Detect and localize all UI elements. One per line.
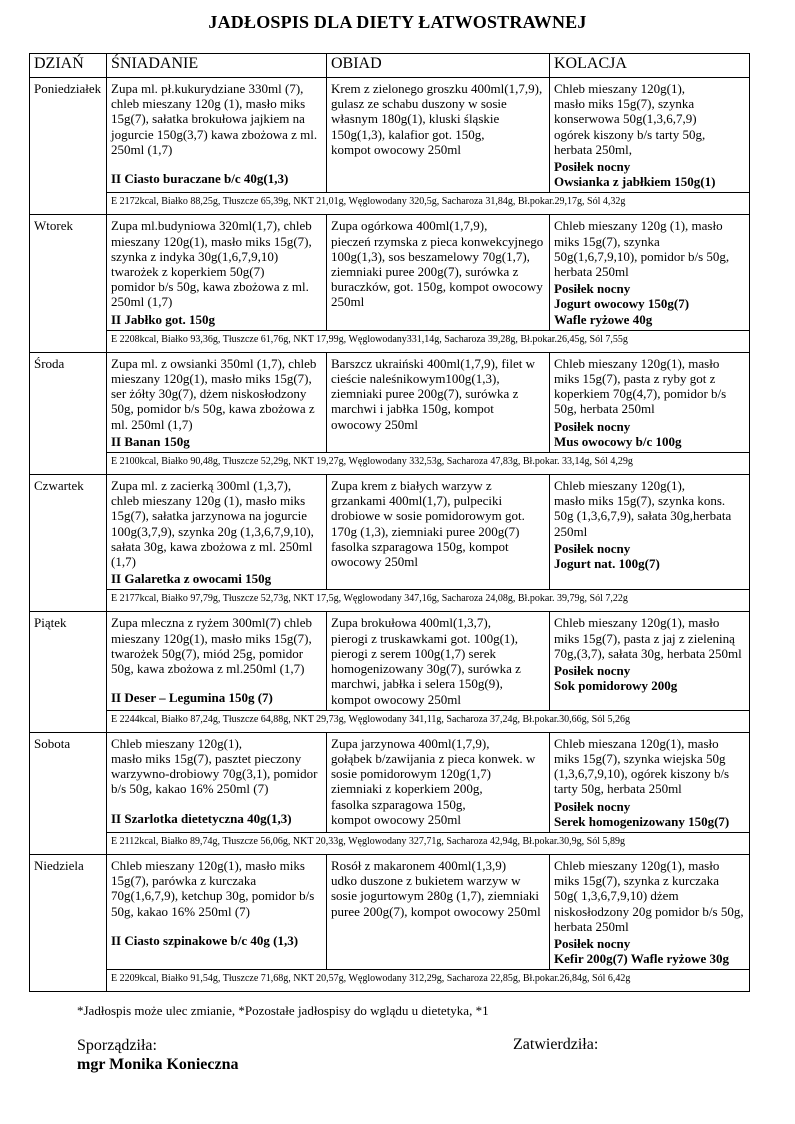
breakfast-cell-snack: II Ciasto buraczane b/c 40g(1,3) [111, 171, 289, 187]
day-row [30, 612, 750, 710]
nutrition-summary: E 2177kcal, Białko 97,79g, Tłuszcze 52,73g, NKT 17,5g, Węglowodany 347,16g, Sacharoza 24,08g, Bł.pokar. 39,79g, Sól 7,22g [107, 590, 750, 612]
day-row [30, 854, 750, 969]
nutrition-summary: E 2209kcal, Białko 91,54g, Tłuszcze 71,68g, NKT 20,57g, Węglowodany 312,29g, Sacharoza 22,85g, Bł.pokar.26,84g, Sól 6,42g [107, 970, 750, 992]
breakfast-cell [107, 475, 327, 590]
dinner-cell [550, 352, 750, 452]
prepared-name: mgr Monika Konieczna [77, 1056, 239, 1073]
day-row [30, 352, 750, 452]
breakfast-cell [107, 732, 327, 832]
lunch-cell [327, 215, 550, 330]
header-row [30, 54, 750, 78]
breakfast-cell-text: Zupa ml. z owsianki 350ml (1,7), chleb mieszany 120g(1), masło miks 15g(7), ser żółty 30g(7), dżem niskosłodzony 50g, pomidor b/s 50g, kawa zbożowa z ml. 250ml (1,7) [111, 355, 317, 432]
dinner-cell-text: Chleb mieszana 120g(1), masło miks 15g(7), szynka wiejska 50g (1,3,6,7,9,10), ogórek kiszony b/s tarty 50g, herbata 250ml [554, 735, 730, 797]
day-name: Poniedziałek [30, 78, 107, 215]
breakfast-cell [107, 78, 327, 193]
lunch-cell [327, 78, 550, 193]
nutrition-row [30, 832, 750, 854]
nutrition-row [30, 330, 750, 352]
dinner-cell-snack: Posiłek nocny Owsianka z jabłkiem 150g(1) [554, 159, 716, 190]
day-name: Sobota [30, 732, 107, 854]
dinner-cell [550, 475, 750, 590]
dinner-cell [550, 854, 750, 969]
dinner-cell [550, 732, 750, 832]
nutrition-row [30, 453, 750, 475]
day-row [30, 78, 750, 193]
spacer [111, 157, 322, 169]
approved-label: Zatwierdziła: [513, 1036, 599, 1053]
header-breakfast: ŚNIADANIE [107, 54, 327, 78]
lunch-cell [327, 612, 550, 710]
breakfast-cell-snack: II Galaretka z owocami 150g [111, 571, 272, 587]
breakfast-cell-text: Zupa ml.budyniowa 320ml(1,7), chleb mieszany 120g(1), masło miks 15g(7), szynka z indyka 30g(1,6,7,9,10) twarożek z koperkiem 50g(7) pomidor b/s 50g, kawa zbożowa z ml. 250ml (1,7) [111, 218, 312, 310]
header-day: DZIAŃ [30, 54, 107, 78]
day-row [30, 732, 750, 832]
breakfast-cell-text: Zupa ml. pł.kukurydziane 330ml (7), chleb mieszany 120g (1), masło miks 15g(7), sałatka brokułowa jajkiem na jogurcie 150g(3,7) kawa zbożowa z ml. 250ml (1,7) [111, 81, 318, 157]
breakfast-cell-text: Chleb mieszany 120g(1), masło miks 15g(7), pasztet pieczony warzywno-drobiowy 70g(3,1), pomidor b/s 50g, kakao 16% 250ml (7) [111, 735, 318, 797]
lunch-cell-text: Zupa brokułowa 400ml(1,3,7), pierogi z truskawkami got. 100g(1), pierogi z serem 100g(1,7) serek homogenizowany 30g(7), surówka z marchwi, jabłka i selera 150g(9), kompot owocowy 250ml [331, 615, 521, 707]
dinner-cell-snack: Posiłek nocny Jogurt nat. 100g(7) [554, 540, 660, 572]
day-name: Wtorek [30, 215, 107, 352]
nutrition-summary: E 2244kcal, Białko 87,24g, Tłuszcze 64,88g, NKT 29,73g, Węglowodany 341,11g, Sacharoza 37,24g, Bł.pokar.30,66g, Sól 5,26g [107, 710, 750, 732]
breakfast-cell-snack: II Jabłko got. 150g [111, 311, 216, 327]
dinner-cell-text: Chleb mieszany 120g(1), masło miks 15g(7), szynka konserwowa 50g(1,3,6,7,9) ogórek kiszony b/s tarty 50g, herbata 250ml, [554, 81, 706, 157]
spacer [111, 676, 322, 688]
breakfast-cell-snack: II Deser – Legumina 150g (7) [111, 690, 273, 706]
nutrition-row [30, 710, 750, 732]
lunch-cell [327, 854, 550, 969]
prepared-by-block [77, 1036, 238, 1074]
lunch-cell-text: Zupa ogórkowa 400ml(1,7,9), pieczeń rzymska z pieca konwekcyjnego 100g(1,3), sos beszamelowy 70g(1,7), ziemniaki puree 200g(7), surówka z buraczków, got. 150g, kompot owocowy 250ml [331, 218, 544, 310]
day-row [30, 475, 750, 590]
menu-table [29, 53, 750, 992]
dinner-cell [550, 215, 750, 330]
day-row [30, 215, 750, 330]
dinner-cell-text: Chleb mieszany 120g(1), masło miks 15g(7), szynka kons. 50g (1,3,6,7,9), sałata 30g,herbata 250ml [554, 478, 732, 539]
header-dinner: KOLACJA [550, 54, 750, 78]
spacer [111, 919, 322, 931]
breakfast-cell [107, 352, 327, 452]
nutrition-summary: E 2100kcal, Białko 90,48g, Tłuszcze 52,29g, NKT 19,27g, Węglowodany 332,53g, Sacharoza 47,83g, Bł.pokar. 33,14g, Sól 4,29g [107, 453, 750, 475]
breakfast-cell-snack: II Szarlotka dietetyczna 40g(1,3) [111, 810, 292, 826]
dinner-cell-snack: Posiłek nocny Jogurt owocowy 150g(7) Wafle ryżowe 40g [554, 281, 690, 327]
lunch-cell-text: Krem z zielonego groszku 400ml(1,7,9), gulasz ze schabu duszony w sosie własnym 180g(1), kluski śląskie 150g(1,3), kalafior got. 150g, kompot owocowy 250ml [331, 81, 543, 157]
day-name: Środa [30, 352, 107, 474]
header-lunch: OBIAD [327, 54, 550, 78]
nutrition-row [30, 193, 750, 215]
nutrition-summary: E 2172kcal, Białko 88,25g, Tłuszcze 65,39g, NKT 21,01g, Węglowodany 320,5g, Sacharoza 31,84g, Bł.pokar.29,17g, Sól 4,32g [107, 193, 750, 215]
dinner-cell [550, 612, 750, 710]
breakfast-cell-snack: II Ciasto szpinakowe b/c 40g (1,3) [111, 932, 299, 948]
lunch-cell [327, 732, 550, 832]
nutrition-summary: E 2208kcal, Białko 93,36g, Tłuszcze 61,76g, NKT 17,99g, Węglowodany331,14g, Sacharoza 39,28g, Bł.pokar.26,45g, Sól 7,55g [107, 330, 750, 352]
footnote: *Jadłospis może ulec zmianie, *Pozostałe jadłospisy do wglądu u dietetyka, *1 [77, 1003, 489, 1018]
lunch-cell [327, 475, 550, 590]
breakfast-cell [107, 854, 327, 969]
lunch-cell-text: Barszcz ukraiński 400ml(1,7,9), filet w cieście naleśnikowym100g(1,3), ziemniaki puree 200g(7), surówka z marchwi i jabłka 150g, kompot owocowy 250ml [331, 355, 535, 432]
dinner-cell-text: Chleb mieszany 120g(1), masło miks 15g(7), pasta z ryby got z koperkiem 70g(4,7), pomidor b/s 50g, herbata 250ml [554, 355, 727, 417]
breakfast-cell [107, 612, 327, 710]
lunch-cell [327, 352, 550, 452]
dinner-cell-text: Chleb mieszany 120g(1), masło miks 15g(7), pasta z jaj z zieleniną 70g,(3,7), sałata 30g, herbata 250ml [554, 615, 742, 661]
day-name: Piątek [30, 612, 107, 732]
breakfast-cell-text: Zupa mleczna z ryżem 300ml(7) chleb mieszany 120g(1), masło miks 15g(7), twarożek 50g(7), miód 25g, pomidor 50g, kawa zbożowa z ml.250ml (1,7) [111, 615, 313, 677]
dinner-cell-text: Chleb mieszany 120g(1), masło miks 15g(7), szynka z kurczaka 50g( 1,3,6,7,9,10) dżem niskosłodzony 20g pomidor b/s 50g, herbata 250ml [554, 857, 744, 934]
dinner-cell-snack: Posiłek nocny Serek homogenizowany 150g(7) [554, 798, 730, 829]
dinner-cell-snack: Posiłek nocny Kefir 200g(7) Wafle ryżowe 30g [554, 935, 729, 967]
dinner-cell-snack: Posiłek nocny Mus owocowy b/c 100g [554, 418, 682, 449]
lunch-cell-text: Zupa krem z białych warzyw z grzankami 400ml(1,7), pulpeciki drobiowe w sosie pomidorowym got. 170g (1,3), ziemniaki puree 200g(7) fasolka szparagowa 150g, kompot owocowy 250ml [331, 478, 525, 570]
breakfast-cell [107, 215, 327, 330]
dinner-cell-snack: Posiłek nocny Sok pomidorowy 200g [554, 663, 678, 694]
nutrition-row [30, 590, 750, 612]
prepared-label: Sporządziła: [77, 1037, 157, 1054]
spacer [111, 797, 322, 809]
nutrition-row [30, 970, 750, 992]
day-name: Czwartek [30, 475, 107, 612]
day-name: Niedziela [30, 854, 107, 991]
nutrition-summary: E 2112kcal, Białko 89,74g, Tłuszcze 56,06g, NKT 20,33g, Węglowodany 327,71g, Sacharoza 42,94g, Bł.pokar.30,9g, Sól 5,89g [107, 832, 750, 854]
dinner-cell [550, 78, 750, 193]
breakfast-cell-snack: II Banan 150g [111, 433, 190, 449]
breakfast-cell-text: Chleb mieszany 120g(1), masło miks 15g(7), parówka z kurczaka 70g(1,6,7,9), ketchup 30g, pomidor b/s 50g, kakao 16% 250ml (7) [111, 857, 315, 919]
lunch-cell-text: Zupa jarzynowa 400ml(1,7,9), gołąbek b/zawijania z pieca konwek. w sosie pomidorowym 120g(1,7) ziemniaki z koperkiem 200g, fasolka szparagowa 150g, kompot owocowy 250ml [331, 735, 536, 827]
lunch-cell-text: Rosół z makaronem 400ml(1,3,9) udko duszone z bukietem warzyw w sosie jogurtowym 280g (1,7), ziemniaki puree 200g(7), kompot owocowy 250ml [331, 857, 541, 919]
page-title: JADŁOSPIS DLA DIETY ŁATWOSTRAWNEJ [208, 12, 587, 32]
dinner-cell-text: Chleb mieszany 120g (1), masło miks 15g(7), szynka 50g(1,6,7,9,10), pomidor b/s 50g, herbata 250ml [554, 218, 730, 280]
breakfast-cell-text: Zupa ml. z zacierką 300ml (1,3,7), chleb mieszany 120g (1), masło miks 15g(7), sałatka jarzynowa na jogurcie 100g(3,7,9), szynka 20g (1,3,6,7,9,10), sałata 30g, kawa zbożowa z ml. 250ml (1,7) [111, 478, 314, 570]
